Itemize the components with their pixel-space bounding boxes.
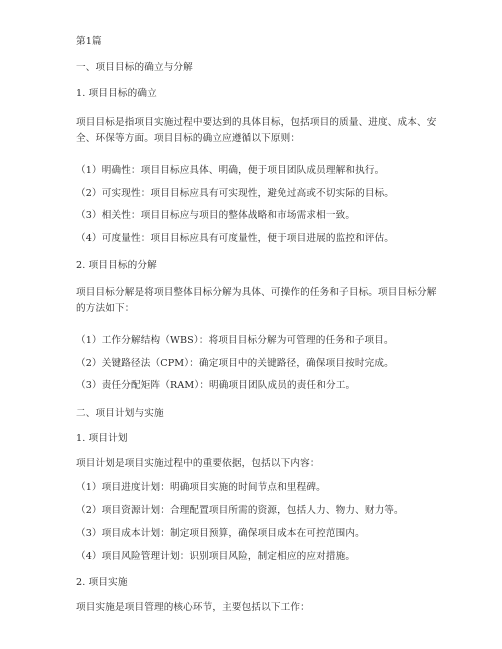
list-item: （2）项目资源计划：合理配置项目所需的资源，包括人力、物力、财力等。 <box>76 505 404 516</box>
subsection-3-paragraph: 项目计划是项目实施过程中的重要依据，包括以下内容： <box>76 458 320 469</box>
list-item: （2）关键路径法（CPM）：确定项目中的关键路径，确保项目按时完成。 <box>76 358 394 369</box>
list-item: （3）相关性：项目目标应与项目的整体战略和市场需求相一致。 <box>76 210 356 221</box>
subsection-2-paragraph: 项目目标分解是将项目整体目标分解为具体、可操作的任务和子目标。项目目标分解的方法如下： <box>76 287 437 314</box>
subsection-4-heading: 2. 项目实施 <box>76 577 128 588</box>
list-item: （1）工作分解结构（WBS）：将项目目标分解为可管理的任务和子项目。 <box>76 335 394 346</box>
subsection-1-heading: 1. 项目目标的确立 <box>76 88 157 99</box>
section-2-heading: 二、项目计划与实施 <box>76 408 164 419</box>
list-item: （4）可度量性：项目目标应具有可度量性，便于项目进展的监控和评估。 <box>76 233 395 244</box>
section-1-heading: 一、项目目标的确立与分解 <box>76 62 193 73</box>
list-item: （1）明确性：项目目标应具体、明确，便于项目团队成员理解和执行。 <box>76 165 385 176</box>
list-item: （4）项目风险管理计划：识别项目风险，制定相应的应对措施。 <box>76 551 356 562</box>
list-item: （1）项目进度计划：明确项目实施的时间节点和里程碑。 <box>76 482 326 493</box>
list-item: （3）责任分配矩阵（RAM）：明确项目团队成员的责任和分工。 <box>76 380 356 391</box>
list-item: （3）项目成本计划：制定项目预算，确保项目成本在可控范围内。 <box>76 528 365 539</box>
subsection-4-paragraph: 项目实施是项目管理的核心环节，主要包括以下工作： <box>76 602 310 613</box>
part-title: 第1篇 <box>76 36 102 47</box>
list-item: （2）可实现性：项目目标应具有可实现性，避免过高或不切实际的目标。 <box>76 188 395 199</box>
subsection-3-heading: 1. 项目计划 <box>76 433 128 444</box>
subsection-1-paragraph: 项目目标是指项目实施过程中要达到的具体目标，包括项目的质量、进度、成本、安全、环保等方面。项目目标的确立应遵循以下原则： <box>76 117 437 144</box>
subsection-2-heading: 2. 项目目标的分解 <box>76 260 157 271</box>
